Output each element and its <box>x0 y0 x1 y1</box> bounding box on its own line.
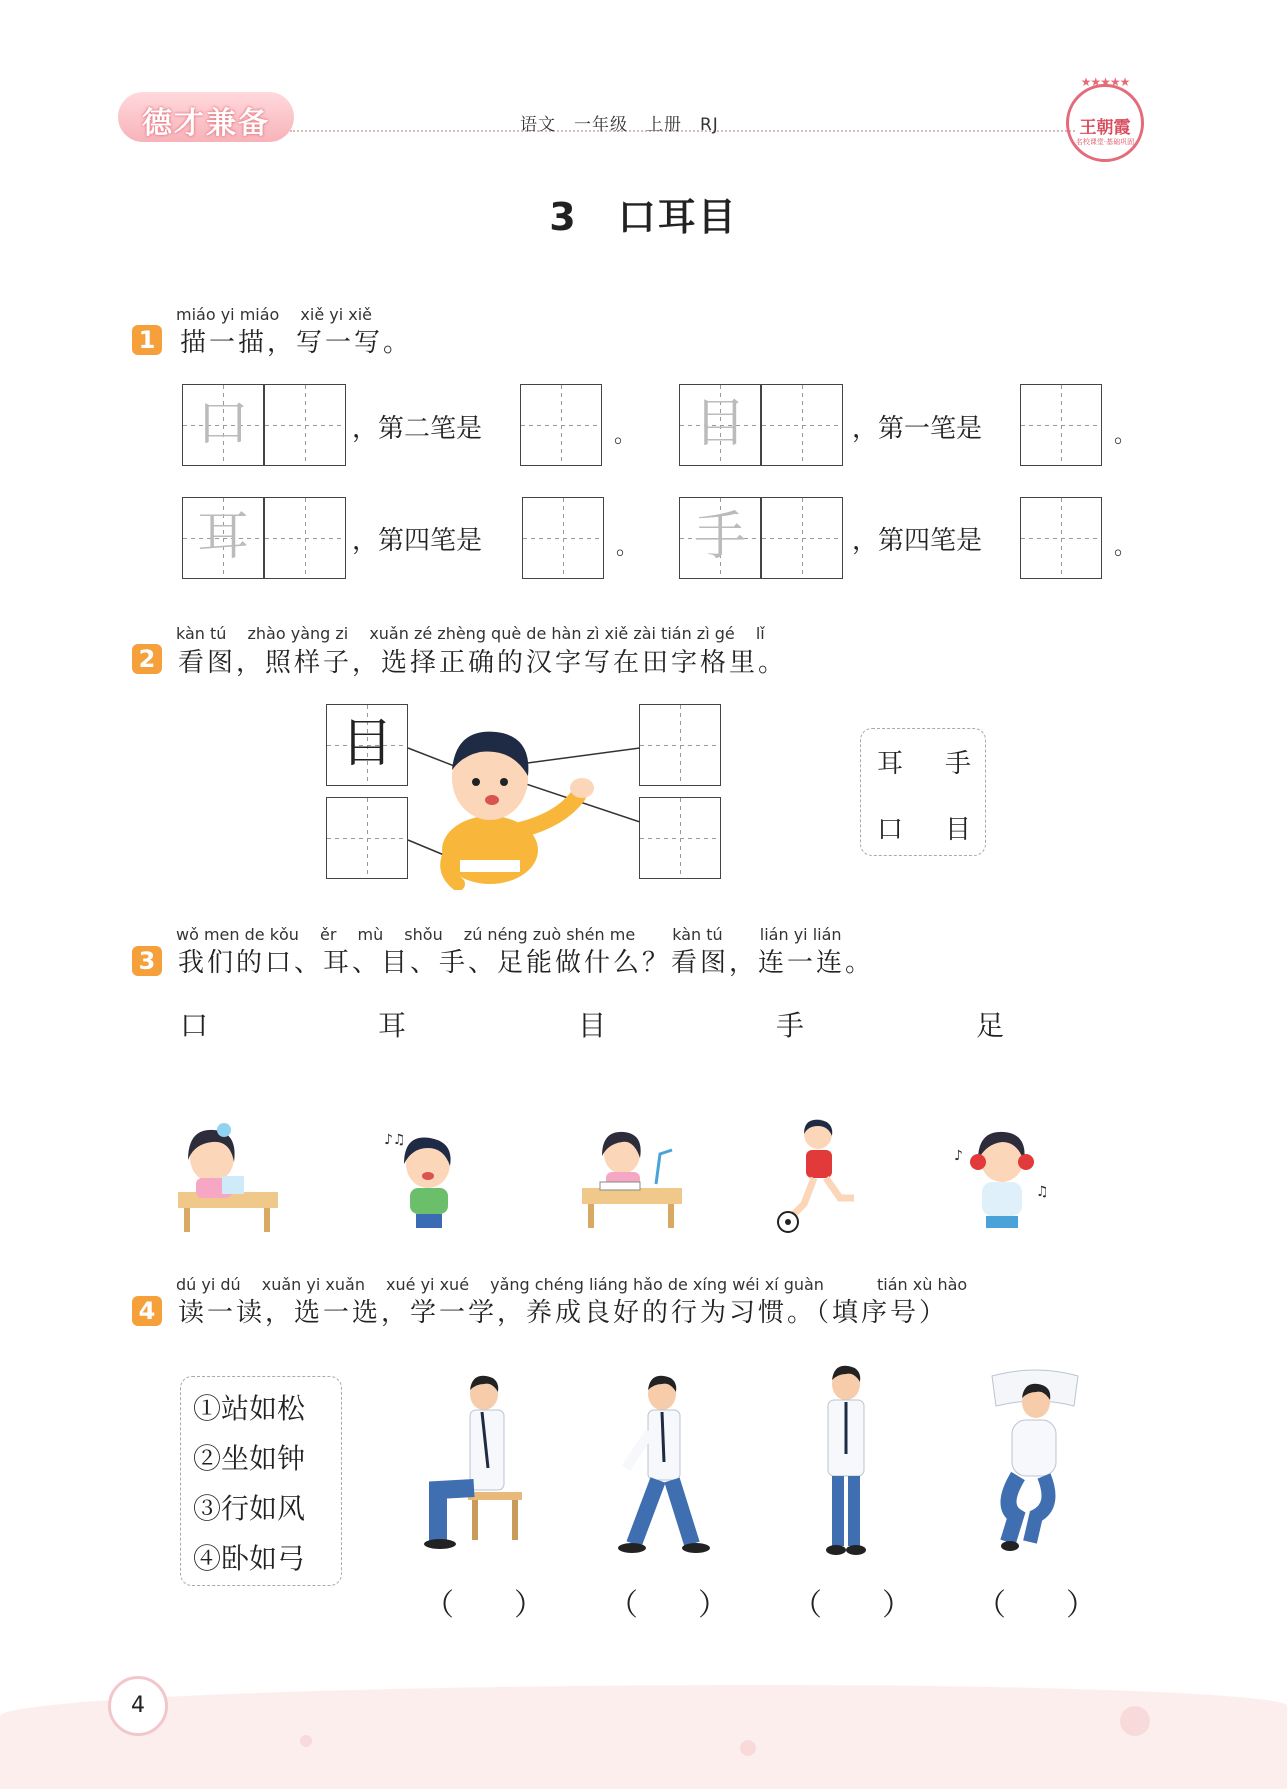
girl-reading-picture[interactable] <box>576 1124 686 1234</box>
sitting-man-picture <box>420 1372 530 1552</box>
sentence-end: 。 <box>616 535 639 560</box>
match-word[interactable]: 目 <box>578 1009 607 1042</box>
boy-illustration <box>400 700 640 890</box>
trace-char: 耳 <box>196 507 249 567</box>
music-note-icon: ♪ <box>954 1148 963 1164</box>
answer-blank[interactable]: （ ） <box>792 1588 912 1623</box>
option-item: ④卧如弓 <box>193 1542 306 1575</box>
brand-logo <box>118 92 294 142</box>
music-note-icon: ♫ <box>1036 1184 1049 1200</box>
boy-kicking-ball-picture[interactable] <box>774 1118 864 1236</box>
footer-decoration <box>0 1685 1287 1789</box>
bubble-decoration <box>740 1740 756 1756</box>
lesson-title: 口耳目 <box>617 195 738 239</box>
girl-at-desk-picture[interactable] <box>172 1118 284 1234</box>
match-word[interactable]: 耳 <box>378 1009 407 1042</box>
walking-man-picture <box>614 1372 724 1558</box>
trace-char: 目 <box>693 394 746 454</box>
music-note-icon: ♪♫ <box>384 1132 406 1148</box>
q2-number: 2 <box>132 644 162 674</box>
q1-number: 1 <box>132 325 162 355</box>
seal-sub: 名校课堂·基础巩固 <box>1075 138 1135 146</box>
write-grid[interactable] <box>264 384 346 466</box>
write-grid[interactable] <box>761 497 843 579</box>
q3-text: 我们的口、耳、目、手、足能做什么？看图，连一连。 <box>178 948 875 978</box>
word-choice-box <box>860 728 986 856</box>
q1-text: 描一描，写一写。 <box>180 328 413 358</box>
q2-text: 看图，照样子，选择正确的汉字写在田字格里。 <box>178 648 788 678</box>
option-item: ②坐如钟 <box>193 1442 306 1475</box>
answer-grid[interactable] <box>520 384 602 466</box>
q4-pinyin: dú yi dú xuǎn yi xuǎn xué yi xué yǎng chéng liáng hǎo de xíng wéi xí guàn tián xù hào <box>176 1275 968 1294</box>
word-choice: 目 <box>945 815 972 845</box>
bubble-decoration <box>1120 1706 1150 1736</box>
word-choice: 耳 <box>877 749 904 779</box>
q4-number: 4 <box>132 1296 162 1326</box>
answer-grid[interactable] <box>1020 384 1102 466</box>
answer-blank[interactable]: （ ） <box>424 1588 544 1623</box>
sleeping-man-picture <box>986 1366 1086 1552</box>
sentence-end: 。 <box>1114 535 1137 560</box>
answer-blank[interactable]: （ ） <box>608 1588 728 1623</box>
option-item: ①站如松 <box>193 1392 306 1425</box>
match-word[interactable]: 手 <box>776 1009 805 1042</box>
word-choice: 口 <box>877 815 904 845</box>
trace-grid[interactable] <box>182 384 264 466</box>
seal-name: 王朝霞 <box>1079 118 1131 138</box>
answer-grid[interactable] <box>326 797 408 879</box>
trace-char: 口 <box>196 394 249 454</box>
example-grid <box>326 704 408 786</box>
q3-pinyin: wǒ men de kǒu ěr mù shǒu zú néng zuò shén me kàn tú lián yi lián <box>176 925 842 944</box>
bubble-decoration <box>300 1735 312 1747</box>
q2-pinyin: kàn tú zhào yàng zi xuǎn zé zhèng què de hàn zì xiě zài tián zì gé lǐ <box>176 624 765 643</box>
answer-grid[interactable] <box>1020 497 1102 579</box>
subject-line: 语文 一年级 上册 RJ <box>520 115 719 135</box>
q3-number: 3 <box>132 946 162 976</box>
match-word[interactable]: 口 <box>180 1009 209 1042</box>
page-title <box>0 186 1287 241</box>
trace-grid[interactable] <box>679 384 761 466</box>
stroke-question: ，第四笔是 <box>852 526 983 556</box>
answer-grid[interactable] <box>639 704 721 786</box>
match-word[interactable]: 足 <box>976 1009 1005 1042</box>
lesson-number: 3 <box>549 195 578 239</box>
answer-grid[interactable] <box>639 797 721 879</box>
standing-man-picture <box>806 1362 886 1558</box>
answer-grid[interactable] <box>522 497 604 579</box>
sentence-end: 。 <box>1114 423 1137 448</box>
sentence-end: 。 <box>614 423 637 448</box>
answer-blank[interactable]: （ ） <box>976 1588 1096 1623</box>
trace-grid[interactable] <box>679 497 761 579</box>
q4-text: 读一读，选一选，学一学，养成良好的行为习惯。（填序号） <box>178 1298 949 1328</box>
stroke-question: ，第一笔是 <box>852 414 983 444</box>
options-box <box>180 1376 342 1586</box>
trace-char: 手 <box>693 507 746 567</box>
write-grid[interactable] <box>264 497 346 579</box>
word-choice: 手 <box>945 749 972 779</box>
option-item: ③行如风 <box>193 1492 306 1525</box>
star-icon: ★★★★★ <box>1080 75 1130 89</box>
stroke-question: ，第二笔是 <box>352 414 483 444</box>
girl-listening-picture[interactable] <box>954 1124 1050 1234</box>
q1-pinyin: miáo yi miáo xiě yi xiě <box>176 305 373 324</box>
boy-singing-picture[interactable] <box>380 1124 470 1234</box>
example-char: 目 <box>340 714 393 774</box>
write-grid[interactable] <box>761 384 843 466</box>
publisher-seal <box>1066 75 1144 162</box>
page-number: 4 <box>108 1676 168 1736</box>
stroke-question: ，第四笔是 <box>352 526 483 556</box>
trace-grid[interactable] <box>182 497 264 579</box>
logo-text: 德才兼备 <box>142 106 270 141</box>
